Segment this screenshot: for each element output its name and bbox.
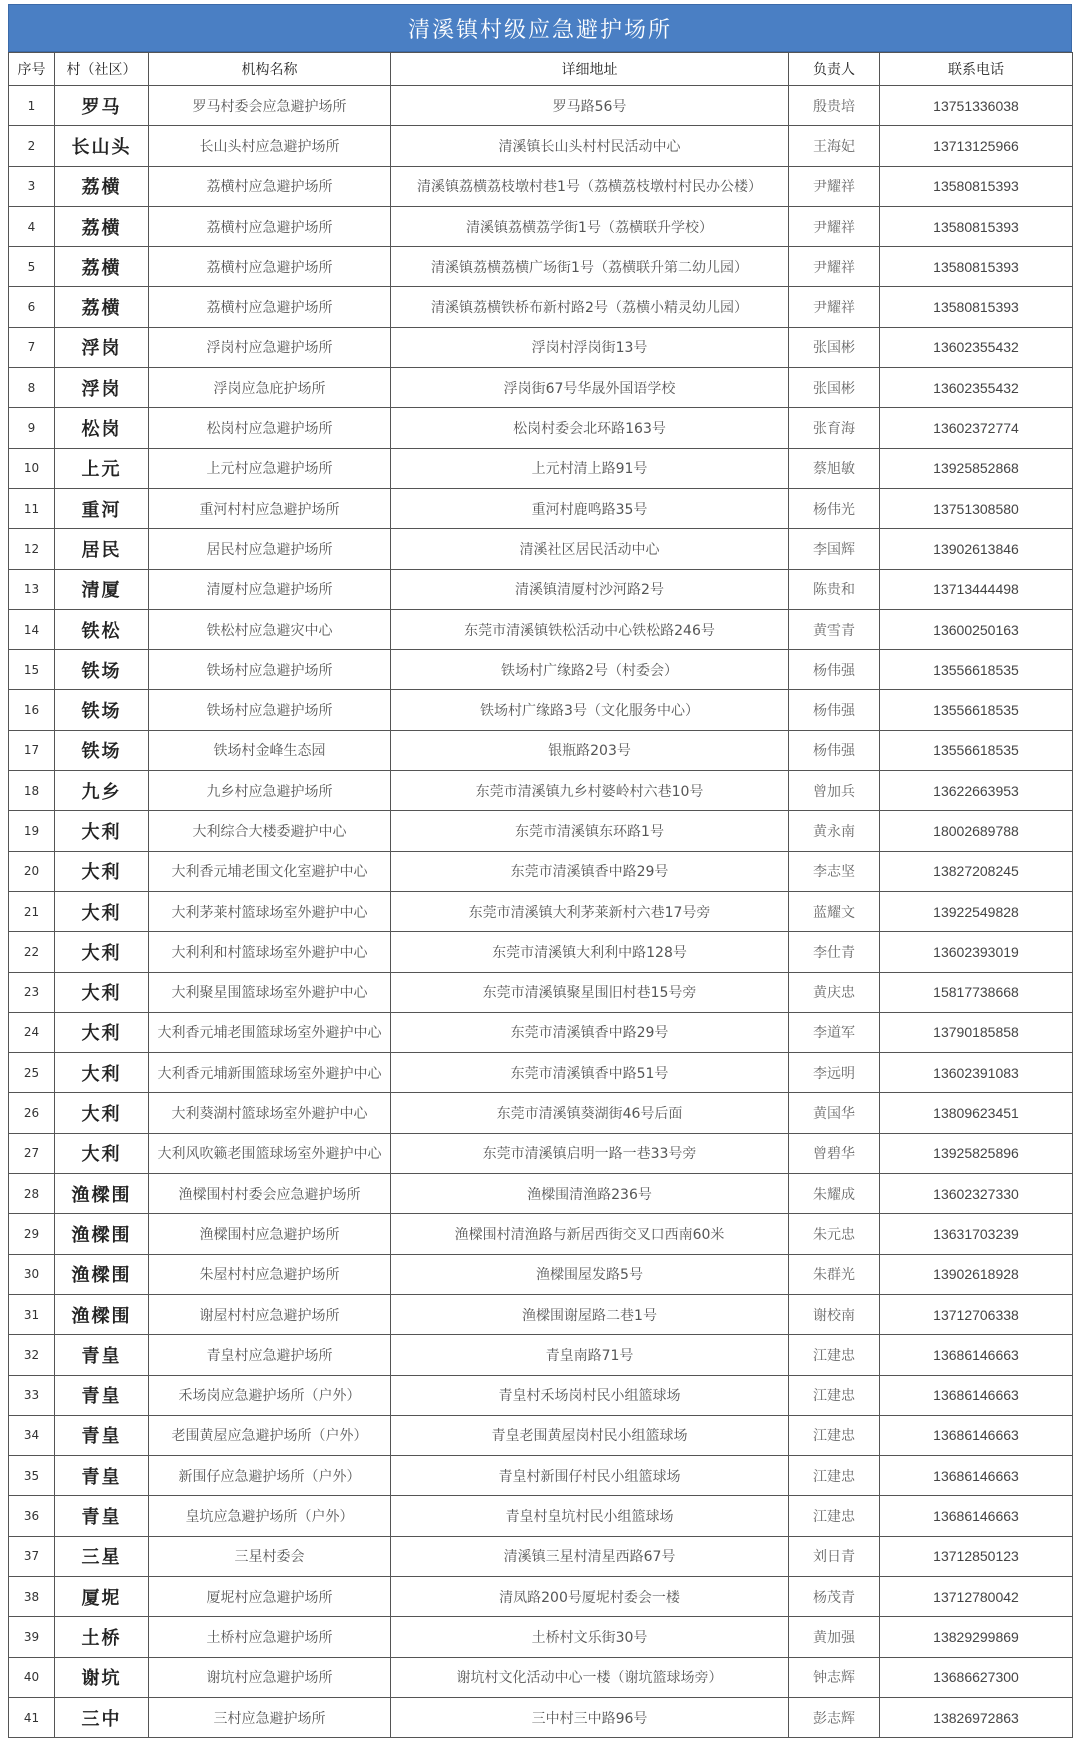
village-name: 三星	[55, 1536, 149, 1576]
institution-name: 浮岗应急庇护场所	[149, 368, 391, 408]
row-index: 7	[9, 327, 55, 367]
village-name: 大利	[55, 811, 149, 851]
row-index: 40	[9, 1657, 55, 1697]
table-row	[9, 851, 1073, 891]
institution-name: 清厦村应急避护场所	[149, 569, 391, 609]
table-row	[9, 1576, 1073, 1616]
table-row	[9, 1496, 1073, 1536]
responsible-person: 曾加兵	[789, 771, 880, 811]
village-name: 清厦	[55, 569, 149, 609]
responsible-person: 李仕青	[789, 932, 880, 972]
responsible-person: 江建忠	[789, 1415, 880, 1455]
detailed-address: 罗马路56号	[391, 86, 789, 126]
village-name: 罗马	[55, 86, 149, 126]
contact-phone: 13751336038	[880, 86, 1073, 126]
contact-phone: 13556618535	[880, 690, 1073, 730]
responsible-person: 张育海	[789, 408, 880, 448]
detailed-address: 东莞市清溪镇大利茅莱新村六巷17号旁	[391, 891, 789, 931]
responsible-person: 陈贵和	[789, 569, 880, 609]
village-name: 居民	[55, 529, 149, 569]
detailed-address: 渔樑围清渔路236号	[391, 1174, 789, 1214]
contact-phone: 13925825896	[880, 1133, 1073, 1173]
responsible-person: 尹耀祥	[789, 287, 880, 327]
table-row	[9, 1456, 1073, 1496]
detailed-address: 清溪镇荔横铁桥布新村路2号（荔横小精灵幼儿园）	[391, 287, 789, 327]
contact-phone: 13600250163	[880, 609, 1073, 649]
table-row	[9, 488, 1073, 528]
institution-name: 荔横村应急避护场所	[149, 166, 391, 206]
institution-name: 荔横村应急避护场所	[149, 247, 391, 287]
row-index: 24	[9, 1012, 55, 1052]
institution-name: 大利香元埔老围篮球场室外避护中心	[149, 1012, 391, 1052]
detailed-address: 上元村清上路91号	[391, 448, 789, 488]
row-index: 22	[9, 932, 55, 972]
contact-phone: 13622663953	[880, 771, 1073, 811]
contact-phone: 13713125966	[880, 126, 1073, 166]
detailed-address: 浮岗街67号华晟外国语学校	[391, 368, 789, 408]
detailed-address: 谢坑村文化活动中心一楼（谢坑篮球场旁）	[391, 1657, 789, 1697]
contact-phone: 13580815393	[880, 287, 1073, 327]
row-index: 31	[9, 1294, 55, 1334]
village-name: 铁松	[55, 609, 149, 649]
detailed-address: 渔樑围村清渔路与新居西街交叉口西南60米	[391, 1214, 789, 1254]
institution-name: 松岗村应急避护场所	[149, 408, 391, 448]
village-name: 浮岗	[55, 327, 149, 367]
table-body	[9, 86, 1073, 1738]
institution-name: 铁场村应急避护场所	[149, 690, 391, 730]
detailed-address: 东莞市清溪镇香中路51号	[391, 1053, 789, 1093]
table-row	[9, 569, 1073, 609]
header-row	[9, 53, 1073, 86]
table-row	[9, 206, 1073, 246]
village-name: 青皇	[55, 1415, 149, 1455]
table-row	[9, 1133, 1073, 1173]
village-name: 荔横	[55, 287, 149, 327]
responsible-person: 江建忠	[789, 1335, 880, 1375]
contact-phone: 13686627300	[880, 1657, 1073, 1697]
detailed-address: 清溪社区居民活动中心	[391, 529, 789, 569]
detailed-address: 东莞市清溪镇东环路1号	[391, 811, 789, 851]
institution-name: 厦坭村应急避护场所	[149, 1576, 391, 1616]
village-name: 长山头	[55, 126, 149, 166]
table-row	[9, 1012, 1073, 1052]
contact-phone: 13712850123	[880, 1536, 1073, 1576]
responsible-person: 尹耀祥	[789, 206, 880, 246]
contact-phone: 13902618928	[880, 1254, 1073, 1294]
header-phone: 联系电话	[880, 53, 1073, 86]
institution-name: 大利葵湖村篮球场室外避护中心	[149, 1093, 391, 1133]
village-name: 大利	[55, 972, 149, 1012]
row-index: 4	[9, 206, 55, 246]
detailed-address: 三中村三中路96号	[391, 1697, 789, 1737]
institution-name: 大利香元埔新围篮球场室外避护中心	[149, 1053, 391, 1093]
contact-phone: 13925852868	[880, 448, 1073, 488]
institution-name: 大利茅莱村篮球场室外避护中心	[149, 891, 391, 931]
responsible-person: 张国彬	[789, 368, 880, 408]
contact-phone: 13556618535	[880, 650, 1073, 690]
institution-name: 三星村委会	[149, 1536, 391, 1576]
table-row	[9, 86, 1073, 126]
village-name: 青皇	[55, 1456, 149, 1496]
table-row	[9, 1093, 1073, 1133]
row-index: 37	[9, 1536, 55, 1576]
table-row	[9, 126, 1073, 166]
detailed-address: 青皇村禾场岗村民小组篮球场	[391, 1375, 789, 1415]
detailed-address: 青皇老围黄屋岗村民小组篮球场	[391, 1415, 789, 1455]
detailed-address: 松岗村委会北环路163号	[391, 408, 789, 448]
village-name: 渔樑围	[55, 1214, 149, 1254]
table-row	[9, 650, 1073, 690]
responsible-person: 李志坚	[789, 851, 880, 891]
village-name: 大利	[55, 1012, 149, 1052]
table-row	[9, 730, 1073, 770]
table-row	[9, 690, 1073, 730]
header-institution: 机构名称	[149, 53, 391, 86]
contact-phone: 13826972863	[880, 1697, 1073, 1737]
responsible-person: 黄永南	[789, 811, 880, 851]
responsible-person: 黄国华	[789, 1093, 880, 1133]
row-index: 17	[9, 730, 55, 770]
contact-phone: 13712706338	[880, 1294, 1073, 1334]
responsible-person: 尹耀祥	[789, 247, 880, 287]
institution-name: 朱屋村村应急避护场所	[149, 1254, 391, 1294]
table-row	[9, 1375, 1073, 1415]
institution-name: 老围黄屋应急避护场所（户外）	[149, 1415, 391, 1455]
row-index: 18	[9, 771, 55, 811]
table-row	[9, 811, 1073, 851]
row-index: 32	[9, 1335, 55, 1375]
village-name: 大利	[55, 1133, 149, 1173]
contact-phone: 13631703239	[880, 1214, 1073, 1254]
header-village: 村（社区）	[55, 53, 149, 86]
row-index: 21	[9, 891, 55, 931]
header-address: 详细地址	[391, 53, 789, 86]
row-index: 35	[9, 1456, 55, 1496]
detailed-address: 清凤路200号厦坭村委会一楼	[391, 1576, 789, 1616]
contact-phone: 13829299869	[880, 1617, 1073, 1657]
village-name: 荔横	[55, 166, 149, 206]
detailed-address: 浮岗村浮岗街13号	[391, 327, 789, 367]
responsible-person: 杨伟强	[789, 650, 880, 690]
village-name: 重河	[55, 488, 149, 528]
village-name: 铁场	[55, 690, 149, 730]
contact-phone: 13712780042	[880, 1576, 1073, 1616]
institution-name: 三村应急避护场所	[149, 1697, 391, 1737]
table-row	[9, 1254, 1073, 1294]
table-row	[9, 1657, 1073, 1697]
village-name: 荔横	[55, 247, 149, 287]
row-index: 41	[9, 1697, 55, 1737]
institution-name: 新围仔应急避护场所（户外）	[149, 1456, 391, 1496]
institution-name: 大利聚星围篮球场室外避护中心	[149, 972, 391, 1012]
village-name: 大利	[55, 891, 149, 931]
detailed-address: 清溪镇荔横荔横广场街1号（荔横联升第二幼儿园）	[391, 247, 789, 287]
contact-phone: 13602327330	[880, 1174, 1073, 1214]
institution-name: 荔横村应急避护场所	[149, 287, 391, 327]
detailed-address: 清溪镇三星村清星西路67号	[391, 1536, 789, 1576]
row-index: 25	[9, 1053, 55, 1093]
institution-name: 铁场村金峰生态园	[149, 730, 391, 770]
village-name: 厦坭	[55, 1576, 149, 1616]
shelter-table	[8, 52, 1073, 1738]
village-name: 上元	[55, 448, 149, 488]
table-row	[9, 609, 1073, 649]
village-name: 大利	[55, 1053, 149, 1093]
responsible-person: 尹耀祥	[789, 166, 880, 206]
row-index: 34	[9, 1415, 55, 1455]
village-name: 青皇	[55, 1375, 149, 1415]
detailed-address: 东莞市清溪镇大利利中路128号	[391, 932, 789, 972]
responsible-person: 李国辉	[789, 529, 880, 569]
contact-phone: 18002689788	[880, 811, 1073, 851]
detailed-address: 东莞市清溪镇葵湖街46号后面	[391, 1093, 789, 1133]
responsible-person: 张国彬	[789, 327, 880, 367]
institution-name: 浮岗村应急避护场所	[149, 327, 391, 367]
table-row	[9, 166, 1073, 206]
responsible-person: 李远明	[789, 1053, 880, 1093]
contact-phone: 13686146663	[880, 1415, 1073, 1455]
institution-name: 居民村应急避护场所	[149, 529, 391, 569]
row-index: 5	[9, 247, 55, 287]
institution-name: 土桥村应急避护场所	[149, 1617, 391, 1657]
responsible-person: 谢校南	[789, 1294, 880, 1334]
row-index: 16	[9, 690, 55, 730]
responsible-person: 黄庆忠	[789, 972, 880, 1012]
row-index: 36	[9, 1496, 55, 1536]
responsible-person: 彭志辉	[789, 1697, 880, 1737]
table-row	[9, 932, 1073, 972]
table-row	[9, 327, 1073, 367]
row-index: 38	[9, 1576, 55, 1616]
village-name: 浮岗	[55, 368, 149, 408]
contact-phone: 13556618535	[880, 730, 1073, 770]
contact-phone: 13713444498	[880, 569, 1073, 609]
institution-name: 铁松村应急避灾中心	[149, 609, 391, 649]
institution-name: 大利综合大楼委避护中心	[149, 811, 391, 851]
institution-name: 大利利和村篮球场室外避护中心	[149, 932, 391, 972]
institution-name: 谢屋村村应急避护场所	[149, 1294, 391, 1334]
detailed-address: 土桥村文乐街30号	[391, 1617, 789, 1657]
table-row	[9, 1617, 1073, 1657]
table-row	[9, 1335, 1073, 1375]
contact-phone: 13602391083	[880, 1053, 1073, 1093]
responsible-person: 刘日青	[789, 1536, 880, 1576]
contact-phone: 13580815393	[880, 247, 1073, 287]
detailed-address: 铁场村广缘路2号（村委会）	[391, 650, 789, 690]
institution-name: 铁场村应急避护场所	[149, 650, 391, 690]
detailed-address: 渔樑围谢屋路二巷1号	[391, 1294, 789, 1334]
institution-name: 谢坑村应急避护场所	[149, 1657, 391, 1697]
institution-name: 长山头村应急避护场所	[149, 126, 391, 166]
row-index: 23	[9, 972, 55, 1012]
contact-phone: 13686146663	[880, 1375, 1073, 1415]
document-frame	[8, 4, 1072, 1738]
responsible-person: 杨伟强	[789, 690, 880, 730]
detailed-address: 渔樑围屋发路5号	[391, 1254, 789, 1294]
responsible-person: 江建忠	[789, 1456, 880, 1496]
responsible-person: 蔡旭敏	[789, 448, 880, 488]
responsible-person: 杨伟光	[789, 488, 880, 528]
village-name: 土桥	[55, 1617, 149, 1657]
village-name: 铁场	[55, 730, 149, 770]
header-person: 负责人	[789, 53, 880, 86]
village-name: 谢坑	[55, 1657, 149, 1697]
row-index: 3	[9, 166, 55, 206]
contact-phone: 13602355432	[880, 368, 1073, 408]
responsible-person: 江建忠	[789, 1496, 880, 1536]
contact-phone: 13686146663	[880, 1496, 1073, 1536]
institution-name: 渔樑围村村委会应急避护场所	[149, 1174, 391, 1214]
contact-phone: 13827208245	[880, 851, 1073, 891]
row-index: 39	[9, 1617, 55, 1657]
responsible-person: 李道军	[789, 1012, 880, 1052]
institution-name: 大利香元埔老围文化室避护中心	[149, 851, 391, 891]
row-index: 30	[9, 1254, 55, 1294]
table-row	[9, 1415, 1073, 1455]
village-name: 三中	[55, 1697, 149, 1737]
institution-name: 罗马村委会应急避护场所	[149, 86, 391, 126]
village-name: 铁场	[55, 650, 149, 690]
village-name: 大利	[55, 932, 149, 972]
responsible-person: 杨伟强	[789, 730, 880, 770]
contact-phone: 13580815393	[880, 206, 1073, 246]
table-row	[9, 368, 1073, 408]
contact-phone: 13809623451	[880, 1093, 1073, 1133]
contact-phone: 13602393019	[880, 932, 1073, 972]
row-index: 1	[9, 86, 55, 126]
village-name: 青皇	[55, 1496, 149, 1536]
row-index: 12	[9, 529, 55, 569]
row-index: 26	[9, 1093, 55, 1133]
table-row	[9, 771, 1073, 811]
contact-phone: 13790185858	[880, 1012, 1073, 1052]
village-name: 大利	[55, 851, 149, 891]
institution-name: 皇坑应急避护场所（户外）	[149, 1496, 391, 1536]
detailed-address: 东莞市清溪镇香中路29号	[391, 1012, 789, 1052]
row-index: 28	[9, 1174, 55, 1214]
village-name: 青皇	[55, 1335, 149, 1375]
detailed-address: 清溪镇荔横荔枝墩村巷1号（荔横荔枝墩村村民办公楼）	[391, 166, 789, 206]
institution-name: 九乡村应急避护场所	[149, 771, 391, 811]
row-index: 9	[9, 408, 55, 448]
responsible-person: 朱元忠	[789, 1214, 880, 1254]
responsible-person: 王海妃	[789, 126, 880, 166]
village-name: 大利	[55, 1093, 149, 1133]
responsible-person: 杨茂青	[789, 1576, 880, 1616]
institution-name: 重河村村应急避护场所	[149, 488, 391, 528]
table-row	[9, 1174, 1073, 1214]
contact-phone: 13902613846	[880, 529, 1073, 569]
responsible-person: 曾碧华	[789, 1133, 880, 1173]
table-row	[9, 1536, 1073, 1576]
institution-name: 大利风吹籁老围篮球场室外避护中心	[149, 1133, 391, 1173]
contact-phone: 13602355432	[880, 327, 1073, 367]
village-name: 渔樑围	[55, 1174, 149, 1214]
detailed-address: 东莞市清溪镇香中路29号	[391, 851, 789, 891]
responsible-person: 黄加强	[789, 1617, 880, 1657]
row-index: 11	[9, 488, 55, 528]
detailed-address: 东莞市清溪镇聚星围旧村巷15号旁	[391, 972, 789, 1012]
table-row	[9, 529, 1073, 569]
table-row	[9, 891, 1073, 931]
table-title: 清溪镇村级应急避护场所	[8, 4, 1072, 52]
table-row	[9, 1214, 1073, 1254]
responsible-person: 朱群光	[789, 1254, 880, 1294]
row-index: 20	[9, 851, 55, 891]
detailed-address: 清溪镇长山头村村民活动中心	[391, 126, 789, 166]
row-index: 33	[9, 1375, 55, 1415]
row-index: 14	[9, 609, 55, 649]
table-row	[9, 448, 1073, 488]
header-index: 序号	[9, 53, 55, 86]
detailed-address: 清溪镇荔横荔学街1号（荔横联升学校）	[391, 206, 789, 246]
responsible-person: 殷贵培	[789, 86, 880, 126]
village-name: 松岗	[55, 408, 149, 448]
detailed-address: 青皇村新围仔村民小组篮球场	[391, 1456, 789, 1496]
village-name: 渔樑围	[55, 1254, 149, 1294]
village-name: 九乡	[55, 771, 149, 811]
table-row	[9, 972, 1073, 1012]
institution-name: 禾场岗应急避护场所（户外）	[149, 1375, 391, 1415]
institution-name: 荔横村应急避护场所	[149, 206, 391, 246]
row-index: 8	[9, 368, 55, 408]
table-row	[9, 1294, 1073, 1334]
table-row	[9, 1697, 1073, 1737]
responsible-person: 黄雪青	[789, 609, 880, 649]
contact-phone: 13686146663	[880, 1335, 1073, 1375]
table-row	[9, 247, 1073, 287]
contact-phone: 13580815393	[880, 166, 1073, 206]
institution-name: 上元村应急避护场所	[149, 448, 391, 488]
contact-phone: 13922549828	[880, 891, 1073, 931]
contact-phone: 13751308580	[880, 488, 1073, 528]
detailed-address: 青皇村皇坑村民小组篮球场	[391, 1496, 789, 1536]
table-row	[9, 408, 1073, 448]
responsible-person: 朱耀成	[789, 1174, 880, 1214]
detailed-address: 银瓶路203号	[391, 730, 789, 770]
detailed-address: 东莞市清溪镇九乡村婆岭村六巷10号	[391, 771, 789, 811]
row-index: 15	[9, 650, 55, 690]
row-index: 13	[9, 569, 55, 609]
responsible-person: 江建忠	[789, 1375, 880, 1415]
detailed-address: 铁场村广缘路3号（文化服务中心）	[391, 690, 789, 730]
row-index: 10	[9, 448, 55, 488]
detailed-address: 东莞市清溪镇铁松活动中心铁松路246号	[391, 609, 789, 649]
detailed-address: 重河村鹿鸣路35号	[391, 488, 789, 528]
contact-phone: 15817738668	[880, 972, 1073, 1012]
institution-name: 渔樑围村应急避护场所	[149, 1214, 391, 1254]
table-row	[9, 1053, 1073, 1093]
contact-phone: 13686146663	[880, 1456, 1073, 1496]
contact-phone: 13602372774	[880, 408, 1073, 448]
responsible-person: 蓝耀文	[789, 891, 880, 931]
row-index: 29	[9, 1214, 55, 1254]
row-index: 19	[9, 811, 55, 851]
detailed-address: 东莞市清溪镇启明一路一巷33号旁	[391, 1133, 789, 1173]
row-index: 27	[9, 1133, 55, 1173]
detailed-address: 青皇南路71号	[391, 1335, 789, 1375]
responsible-person: 钟志辉	[789, 1657, 880, 1697]
table-row	[9, 287, 1073, 327]
row-index: 2	[9, 126, 55, 166]
village-name: 渔樑围	[55, 1294, 149, 1334]
village-name: 荔横	[55, 206, 149, 246]
institution-name: 青皇村应急避护场所	[149, 1335, 391, 1375]
row-index: 6	[9, 287, 55, 327]
detailed-address: 清溪镇清厦村沙河路2号	[391, 569, 789, 609]
